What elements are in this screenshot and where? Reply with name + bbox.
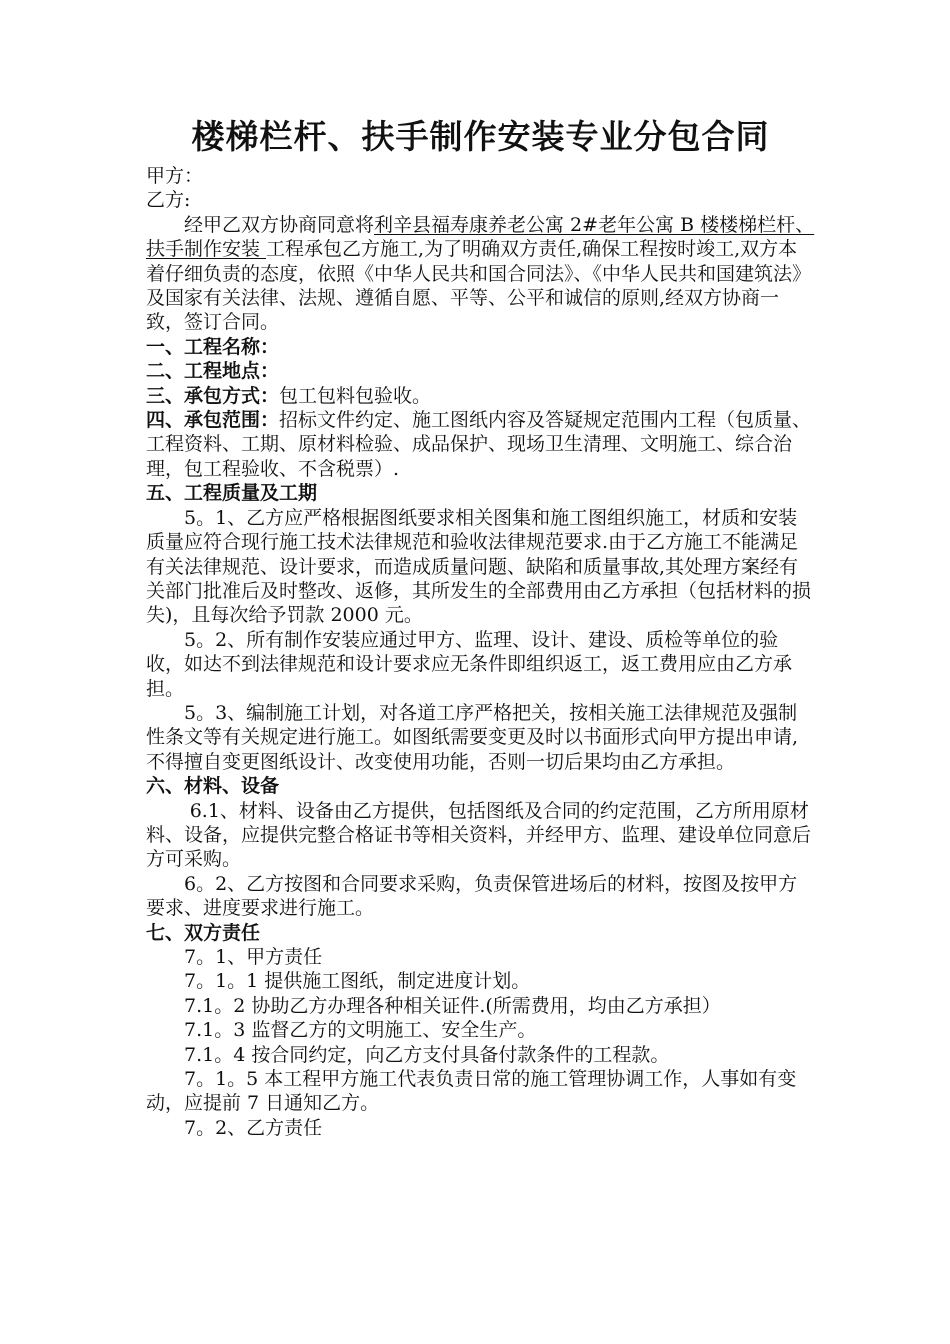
- section-project-location: [146, 359, 815, 383]
- intro-paragraph: [146, 213, 815, 335]
- section-4-label: 四、承包范围：: [146, 409, 280, 432]
- clause-5-2: 5。2、所有制作安装应通过甲方、监理、设计、建设、质检等单位的验收，如达不到法律规范和设计要求应无条件即组织返工，返工费用应由乙方承担。: [146, 628, 793, 700]
- section-4-text: 招标文件约定、施工图纸内容及答疑规定范围内工程（包质量、工程资料、工期、原材料检验、成品保护、现场卫生清理、文明施工、综合治理，包工程验收、不含税票）.: [146, 409, 812, 480]
- section-6-heading: 六、材料、设备: [146, 775, 280, 798]
- project-name-underlined: 利辛县福寿康养老公寓 2#老年公寓 B 楼楼梯栏杆、扶手制作安装: [146, 213, 815, 261]
- clause-7-1-5: 7。1。5 本工程甲方施工代表负责日常的施工管理协调工作，人事如有变动，应提前 7 日通知乙方。: [146, 1068, 797, 1115]
- section-3-text: 包工包料包验收。: [279, 384, 432, 407]
- intro-pre: 经甲乙双方协商同意将: [184, 213, 375, 236]
- clause-7-1-3: 7.1。3 监督乙方的文明施工、安全生产。: [184, 1019, 537, 1042]
- clause-7-1: 7。1、甲方责任: [184, 946, 323, 968]
- section-2-label: 二、工程地点：: [146, 360, 280, 383]
- clause-6-2: 6。2、乙方按图和合同要求采购，负责保管进场后的材料，按图及按甲方要求、进度要求进行施工。: [146, 872, 798, 920]
- intro-post: 工程承包乙方施工,为了明确双方责任,确保工程按时竣工,双方本着仔细负责的态度，依照《中华人民共和国合同法》、《中华人民共和国建筑法》及国家有关法律、法规、遵循自愿、平等、公平和诚信的原则,经双方协商一致，签订合同。: [146, 238, 812, 334]
- section-7-heading: 七、双方责任: [146, 921, 261, 944]
- section-5-heading: 五、工程质量及工期: [146, 482, 318, 505]
- clause-7-1-2: 7.1。2 协助乙方办理各种相关证件.(所需费用，均由乙方承担）: [184, 994, 721, 1017]
- section-3-label: 三、承包方式：: [146, 384, 280, 407]
- party-a-line: 甲方：: [146, 165, 204, 187]
- clause-5-3: 5。3、编制施工计划，对各道工序严格把关，按相关施工法律规范及强制性条文等有关规定进行施工。如图纸需要变更及时以书面形式向甲方提出申请,不得擅自变更图纸设计、改变使用功能，否则一切后果均由乙方承担。: [146, 701, 799, 773]
- clause-6-1: 6.1、材料、设备由乙方提供，包括图纸及合同的约定范围，乙方所用原材料、设备，应提供完整合格证书等相关资料，并经甲方、监理、建设单位同意后方可采购。: [146, 799, 812, 871]
- clause-7-1-4: 7.1。4 按合同约定，向乙方支付具备付款条件的工程款。: [184, 1043, 670, 1066]
- document-title: 楼梯栏杆、扶手制作安装专业分包合同: [191, 117, 770, 156]
- clause-7-2: 7。2、乙方责任: [184, 1116, 323, 1139]
- clause-5-1: 5。1、乙方应严格根据图纸要求相关图集和施工图组织施工，材质和安装质量应符合现行施工技术法律规范和验收法律规范要求.由于乙方施工不能满足有关法律规范、设计要求，而造成质量问题、缺陷和质量事故,其处理方案经有关部门批准后及时整改、返修，其所发生的全部费用由乙方承担（包括材料的损失)，且每次给予罚款 2000 元。: [146, 506, 812, 627]
- party-b-line: 乙方:: [146, 189, 191, 212]
- clause-7-1-1: 7。1。1 提供施工图纸，制定进度计划。: [184, 970, 531, 993]
- section-contract-method: [146, 384, 815, 408]
- section-project-name: [146, 335, 815, 359]
- section-1-label: 一、工程名称：: [146, 335, 280, 358]
- section-contract-scope: [146, 408, 815, 481]
